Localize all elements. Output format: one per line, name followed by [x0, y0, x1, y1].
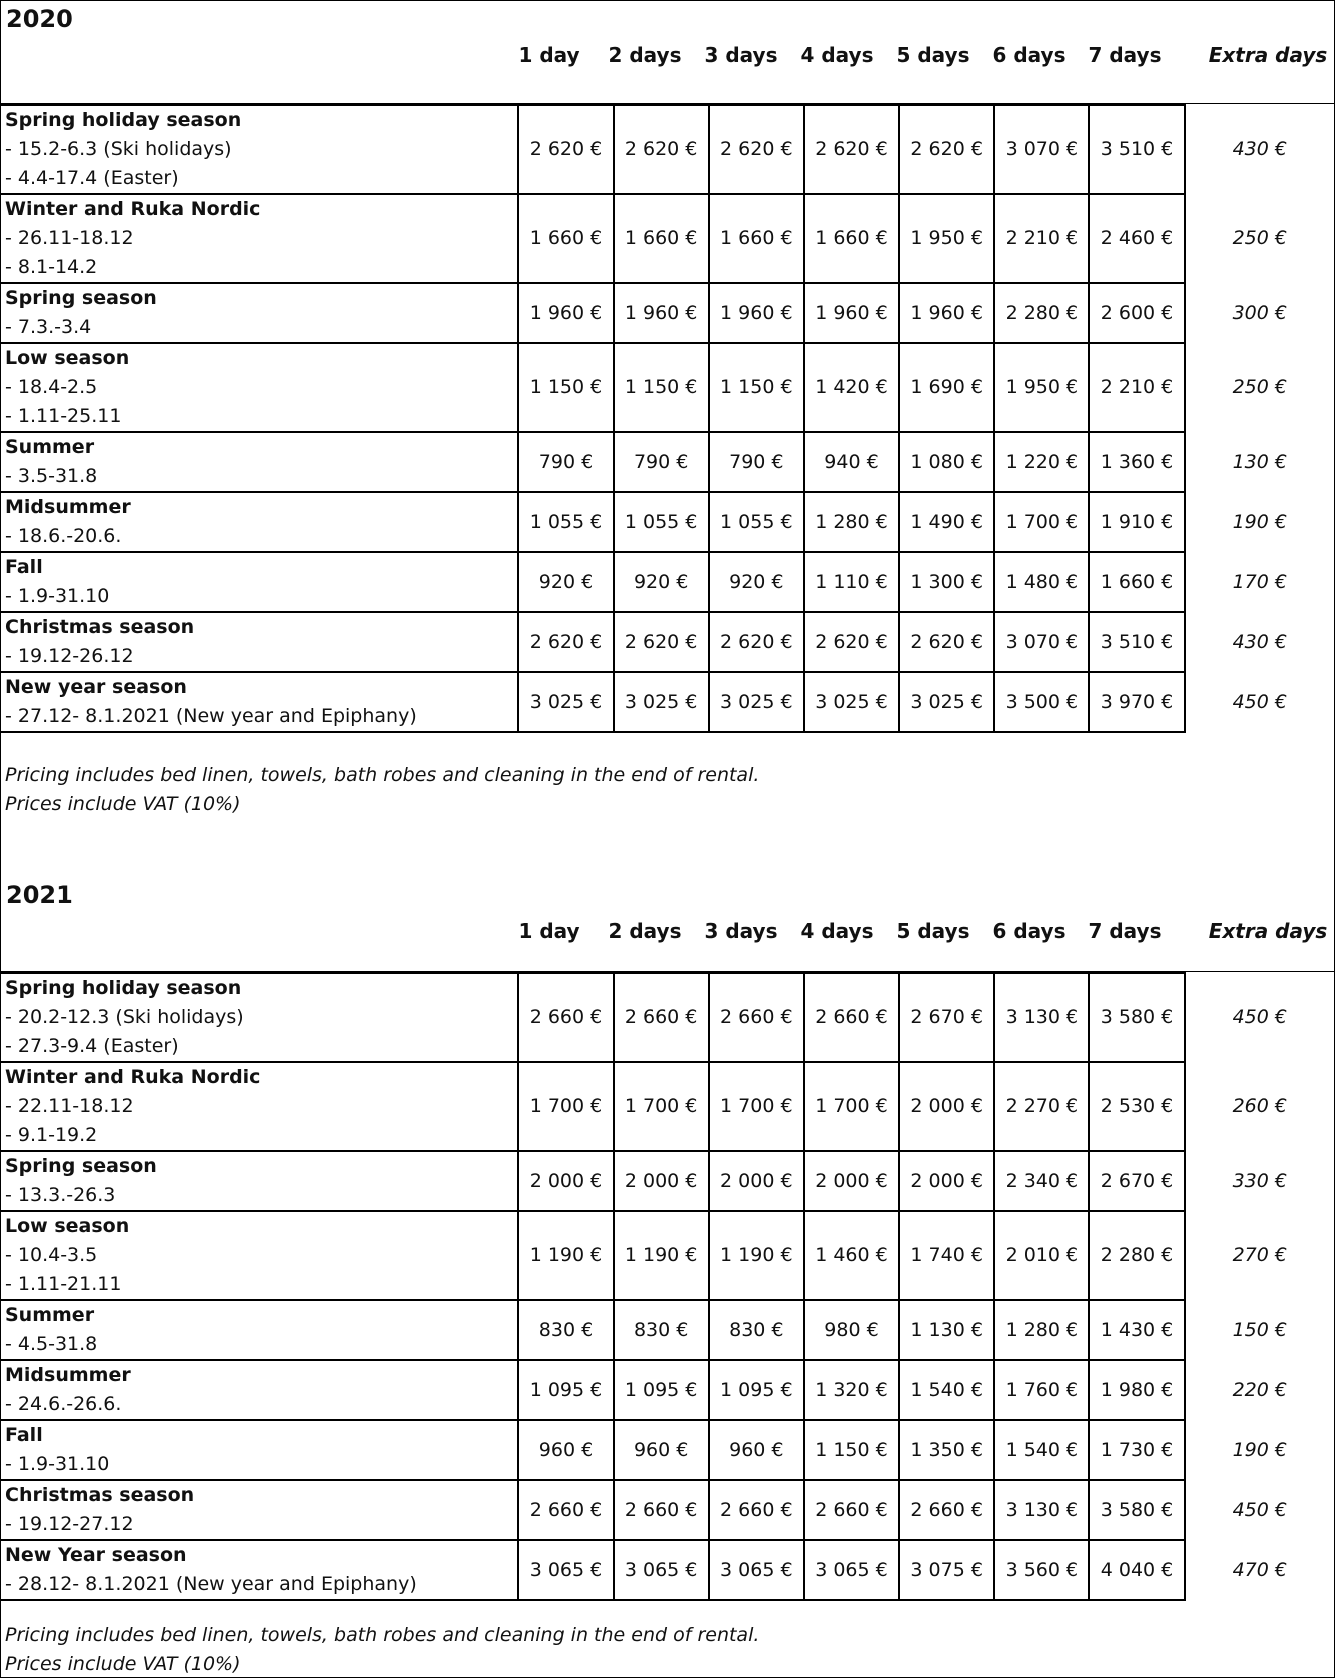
price-cell: 1 540 €	[994, 1420, 1089, 1480]
price-cell: 1 080 €	[899, 432, 994, 492]
column-header-1-day: 1 day	[518, 919, 580, 943]
season-dates: - 4.4-17.4 (Easter)	[5, 167, 179, 189]
price-cell: 1 950 €	[899, 194, 994, 283]
season-name: Low season	[5, 1215, 130, 1237]
table-row	[1, 492, 1334, 552]
season-dates: - 10.4-3.5	[5, 1244, 98, 1266]
price-cell: 3 130 €	[994, 973, 1089, 1062]
price-cell: 1 055 €	[614, 492, 709, 552]
price-cell: 3 070 €	[994, 105, 1089, 194]
price-cell: 2 620 €	[804, 105, 899, 194]
note-included: Pricing includes bed linen, towels, bath robes and cleaning in the end of rental.	[5, 764, 760, 786]
price-cell: 2 670 €	[899, 973, 994, 1062]
price-cell: 3 510 €	[1089, 612, 1184, 672]
price-cell: 1 700 €	[994, 492, 1089, 552]
season-dates: - 18.4-2.5	[5, 376, 98, 398]
table-row	[1, 194, 1334, 283]
price-cell: 1 690 €	[899, 343, 994, 432]
pricing-notes	[5, 1621, 759, 1679]
season-dates: - 13.3.-26.3	[5, 1184, 116, 1206]
price-cell: 1 320 €	[804, 1360, 899, 1420]
price-cell: 1 055 €	[518, 492, 613, 552]
season-dates: - 24.6.-26.6.	[5, 1393, 122, 1415]
season-name: Spring season	[5, 1155, 157, 1177]
column-header-7-days: 7 days	[1088, 919, 1162, 943]
price-cell: 2 280 €	[994, 283, 1089, 343]
table-row	[1, 283, 1334, 343]
price-cell: 1 190 €	[518, 1211, 613, 1300]
price-cell: 3 580 €	[1089, 973, 1184, 1062]
season-cell	[1, 492, 518, 552]
price-cell: 1 700 €	[614, 1062, 709, 1151]
price-cell: 2 620 €	[518, 612, 613, 672]
season-name: Christmas season	[5, 1484, 195, 1506]
extra-day-price: 190 €	[1232, 510, 1287, 533]
price-cell: 3 065 €	[804, 1540, 899, 1600]
price-cell: 790 €	[709, 432, 804, 492]
season-dates: - 4.5-31.8	[5, 1333, 98, 1355]
price-cell: 1 095 €	[614, 1360, 709, 1420]
price-cell: 2 620 €	[614, 105, 709, 194]
season-dates: - 19.12-26.12	[5, 645, 134, 667]
season-cell	[1, 672, 518, 732]
price-cell: 1 150 €	[804, 1420, 899, 1480]
price-cell: 960 €	[614, 1420, 709, 1480]
season-name: Spring holiday season	[5, 977, 242, 999]
price-cell: 920 €	[518, 552, 613, 612]
price-cell: 1 960 €	[614, 283, 709, 343]
extra-day-price: 450 €	[1232, 690, 1287, 713]
table-row	[1, 612, 1334, 672]
season-dates: - 27.3-9.4 (Easter)	[5, 1035, 179, 1057]
price-cell: 2 620 €	[899, 105, 994, 194]
price-cell: 1 700 €	[518, 1062, 613, 1151]
table-row	[1, 343, 1334, 432]
season-name: New year season	[5, 676, 187, 698]
season-dates: - 3.5-31.8	[5, 465, 98, 487]
price-cell: 2 010 €	[994, 1211, 1089, 1300]
season-dates: - 28.12- 8.1.2021 (New year and Epiphany)	[5, 1573, 417, 1595]
price-cell: 1 420 €	[804, 343, 899, 432]
table-row	[1, 1062, 1334, 1151]
table-row	[1, 1151, 1334, 1211]
season-name: Winter and Ruka Nordic	[5, 1066, 261, 1088]
price-cell: 1 660 €	[804, 194, 899, 283]
extra-day-price: 130 €	[1232, 450, 1287, 473]
price-cell: 960 €	[518, 1420, 613, 1480]
price-cell: 2 000 €	[709, 1151, 804, 1211]
price-cell: 2 620 €	[709, 105, 804, 194]
price-cell: 2 000 €	[518, 1151, 613, 1211]
price-cell: 2 620 €	[518, 105, 613, 194]
column-header-5-days: 5 days	[896, 43, 970, 67]
price-cell: 2 660 €	[709, 973, 804, 1062]
price-cell: 3 065 €	[518, 1540, 613, 1600]
season-dates: - 1.11-21.11	[5, 1273, 122, 1295]
column-header-7-days: 7 days	[1088, 43, 1162, 67]
season-name: Fall	[5, 1424, 43, 1446]
price-cell: 2 660 €	[804, 1480, 899, 1540]
extra-day-price: 250 €	[1232, 227, 1287, 249]
price-cell: 1 150 €	[614, 343, 709, 432]
table-row	[1, 432, 1334, 492]
season-cell	[1, 552, 518, 612]
column-header-2-days: 2 days	[608, 919, 682, 943]
column-header-2-days: 2 days	[608, 43, 682, 67]
price-cell: 920 €	[709, 552, 804, 612]
price-cell: 1 460 €	[804, 1211, 899, 1300]
price-cell: 3 075 €	[899, 1540, 994, 1600]
season-cell	[1, 1300, 518, 1360]
column-header-5-days: 5 days	[896, 919, 970, 943]
price-cell: 1 055 €	[709, 492, 804, 552]
season-dates: - 1.11-25.11	[5, 405, 122, 427]
price-cell: 3 130 €	[994, 1480, 1089, 1540]
column-header-6-days: 6 days	[992, 919, 1066, 943]
season-dates: - 22.11-18.12	[5, 1095, 134, 1117]
price-cell: 2 660 €	[709, 1480, 804, 1540]
table-row	[1, 105, 1334, 194]
season-cell	[1, 1540, 518, 1600]
season-dates: - 18.6.-20.6.	[5, 525, 122, 547]
price-cell: 3 580 €	[1089, 1480, 1184, 1540]
season-dates: - 15.2-6.3 (Ski holidays)	[5, 138, 232, 160]
extra-day-price: 330 €	[1232, 1169, 1287, 1192]
season-cell	[1, 1151, 518, 1211]
price-cell: 1 360 €	[1089, 432, 1184, 492]
season-name: Spring season	[5, 287, 157, 309]
column-header-4-days: 4 days	[800, 919, 874, 943]
price-cell: 2 340 €	[994, 1151, 1089, 1211]
season-dates: - 19.12-27.12	[5, 1513, 134, 1535]
price-cell: 1 110 €	[804, 552, 899, 612]
price-cell: 3 070 €	[994, 612, 1089, 672]
extra-day-price: 150 €	[1232, 1318, 1287, 1341]
extra-day-price: 430 €	[1232, 138, 1287, 160]
price-cell: 2 460 €	[1089, 194, 1184, 283]
price-cell: 1 350 €	[899, 1420, 994, 1480]
extra-day-price: 450 €	[1232, 1498, 1287, 1521]
extra-day-price: 270 €	[1232, 1244, 1287, 1266]
note-vat: Prices include VAT (10%)	[5, 793, 241, 815]
price-cell: 1 430 €	[1089, 1300, 1184, 1360]
table-row	[1, 552, 1334, 612]
price-cell: 1 490 €	[899, 492, 994, 552]
price-cell: 1 960 €	[804, 283, 899, 343]
price-cell: 2 600 €	[1089, 283, 1184, 343]
season-cell	[1, 343, 518, 432]
season-cell	[1, 1420, 518, 1480]
price-cell: 3 970 €	[1089, 672, 1184, 732]
price-cell: 3 025 €	[804, 672, 899, 732]
price-cell: 1 960 €	[518, 283, 613, 343]
season-name: Midsummer	[5, 496, 131, 518]
table-row	[1, 1540, 1334, 1600]
column-header-1-day: 1 day	[518, 43, 580, 67]
price-cell: 2 000 €	[614, 1151, 709, 1211]
price-cell: 2 620 €	[709, 612, 804, 672]
price-cell: 1 660 €	[614, 194, 709, 283]
price-cell: 2 210 €	[1089, 343, 1184, 432]
price-cell: 1 300 €	[899, 552, 994, 612]
price-cell: 1 480 €	[994, 552, 1089, 612]
price-cell: 1 540 €	[899, 1360, 994, 1420]
extra-day-price: 470 €	[1232, 1558, 1287, 1581]
column-header-6-days: 6 days	[992, 43, 1066, 67]
season-cell	[1, 973, 518, 1062]
extra-day-price: 250 €	[1232, 376, 1287, 398]
season-name: Fall	[5, 556, 43, 578]
extra-day-price: 220 €	[1232, 1378, 1287, 1401]
season-cell	[1, 194, 518, 283]
price-cell: 1 130 €	[899, 1300, 994, 1360]
table-row	[1, 1360, 1334, 1420]
season-name: Summer	[5, 436, 95, 458]
season-dates: - 8.1-14.2	[5, 256, 98, 278]
price-cell: 3 025 €	[899, 672, 994, 732]
price-cell: 830 €	[518, 1300, 613, 1360]
price-cell: 3 500 €	[994, 672, 1089, 732]
column-header-row	[1, 41, 1334, 69]
season-dates: - 20.2-12.3 (Ski holidays)	[5, 1006, 244, 1028]
price-cell: 2 660 €	[614, 1480, 709, 1540]
price-cell: 3 065 €	[709, 1540, 804, 1600]
price-cell: 1 190 €	[614, 1211, 709, 1300]
extra-day-price: 170 €	[1232, 570, 1287, 593]
price-cell: 960 €	[709, 1420, 804, 1480]
season-cell	[1, 105, 518, 194]
price-cell: 1 700 €	[709, 1062, 804, 1151]
table-row	[1, 973, 1334, 1062]
season-dates: - 9.1-19.2	[5, 1124, 98, 1146]
season-name: Winter and Ruka Nordic	[5, 198, 261, 220]
price-cell: 830 €	[709, 1300, 804, 1360]
price-cell: 1 740 €	[899, 1211, 994, 1300]
price-cell: 1 910 €	[1089, 492, 1184, 552]
price-cell: 3 510 €	[1089, 105, 1184, 194]
price-table-2021	[1, 972, 1334, 1601]
price-cell: 2 660 €	[518, 1480, 613, 1540]
price-cell: 1 960 €	[709, 283, 804, 343]
year-heading: 2020	[6, 5, 73, 33]
price-cell: 2 660 €	[804, 973, 899, 1062]
season-dates: - 27.12- 8.1.2021 (New year and Epiphany)	[5, 705, 417, 727]
price-cell: 3 065 €	[614, 1540, 709, 1600]
price-cell: 2 620 €	[899, 612, 994, 672]
season-cell	[1, 1480, 518, 1540]
season-cell	[1, 612, 518, 672]
price-cell: 3 560 €	[994, 1540, 1089, 1600]
season-cell	[1, 1360, 518, 1420]
season-cell	[1, 1062, 518, 1151]
extra-day-price: 190 €	[1232, 1438, 1287, 1461]
extra-day-price: 300 €	[1232, 301, 1287, 324]
table-row	[1, 1211, 1334, 1300]
table-row	[1, 672, 1334, 732]
price-cell: 2 660 €	[518, 973, 613, 1062]
price-table-2020	[1, 104, 1334, 733]
season-name: Summer	[5, 1304, 95, 1326]
season-name: Spring holiday season	[5, 109, 242, 131]
price-cell: 3 025 €	[709, 672, 804, 732]
price-cell: 920 €	[614, 552, 709, 612]
price-cell: 790 €	[518, 432, 613, 492]
price-cell: 3 025 €	[614, 672, 709, 732]
price-cell: 1 950 €	[994, 343, 1089, 432]
price-cell: 2 270 €	[994, 1062, 1089, 1151]
year-heading: 2021	[6, 881, 73, 909]
price-cell: 1 980 €	[1089, 1360, 1184, 1420]
season-name: Christmas season	[5, 616, 195, 638]
price-cell: 1 190 €	[709, 1211, 804, 1300]
season-cell	[1, 1211, 518, 1300]
price-cell: 1 730 €	[1089, 1420, 1184, 1480]
season-name: New Year season	[5, 1544, 187, 1566]
table-row	[1, 1480, 1334, 1540]
price-cell: 2 530 €	[1089, 1062, 1184, 1151]
price-cell: 2 210 €	[994, 194, 1089, 283]
price-cell: 2 620 €	[804, 612, 899, 672]
price-cell: 2 280 €	[1089, 1211, 1184, 1300]
price-cell: 1 660 €	[518, 194, 613, 283]
price-cell: 1 660 €	[709, 194, 804, 283]
price-cell: 2 620 €	[614, 612, 709, 672]
season-name: Midsummer	[5, 1364, 131, 1386]
season-dates: - 26.11-18.12	[5, 227, 134, 249]
column-header-extra-days: Extra days	[1208, 919, 1328, 943]
price-cell: 1 280 €	[994, 1300, 1089, 1360]
price-cell: 1 280 €	[804, 492, 899, 552]
price-cell: 830 €	[614, 1300, 709, 1360]
price-cell: 1 760 €	[994, 1360, 1089, 1420]
price-cell: 4 040 €	[1089, 1540, 1184, 1600]
price-cell: 980 €	[804, 1300, 899, 1360]
price-cell: 1 960 €	[899, 283, 994, 343]
extra-day-price: 430 €	[1232, 630, 1287, 653]
price-cell: 2 660 €	[899, 1480, 994, 1540]
column-header-4-days: 4 days	[800, 43, 874, 67]
price-cell: 1 150 €	[518, 343, 613, 432]
season-dates: - 1.9-31.10	[5, 1453, 110, 1475]
price-cell: 2 000 €	[899, 1151, 994, 1211]
price-cell: 2 670 €	[1089, 1151, 1184, 1211]
note-vat: Prices include VAT (10%)	[5, 1653, 241, 1675]
price-cell: 2 660 €	[614, 973, 709, 1062]
price-cell: 2 000 €	[899, 1062, 994, 1151]
column-header-3-days: 3 days	[704, 43, 778, 67]
price-cell: 940 €	[804, 432, 899, 492]
note-included: Pricing includes bed linen, towels, bath robes and cleaning in the end of rental.	[5, 1624, 760, 1646]
price-cell: 1 220 €	[994, 432, 1089, 492]
column-header-row	[1, 917, 1334, 945]
column-header-3-days: 3 days	[704, 919, 778, 943]
column-header-extra-days: Extra days	[1208, 43, 1328, 67]
table-row	[1, 1300, 1334, 1360]
price-cell: 1 095 €	[518, 1360, 613, 1420]
price-cell: 3 025 €	[518, 672, 613, 732]
extra-day-price: 260 €	[1232, 1095, 1287, 1117]
season-name: Low season	[5, 347, 130, 369]
season-cell	[1, 283, 518, 343]
season-dates: - 1.9-31.10	[5, 585, 110, 607]
price-cell: 1 095 €	[709, 1360, 804, 1420]
price-cell: 1 660 €	[1089, 552, 1184, 612]
season-cell	[1, 432, 518, 492]
price-cell: 790 €	[614, 432, 709, 492]
extra-day-price: 450 €	[1232, 1006, 1287, 1028]
season-dates: - 7.3.-3.4	[5, 316, 92, 338]
price-cell: 1 700 €	[804, 1062, 899, 1151]
pricing-notes	[5, 761, 759, 819]
table-row	[1, 1420, 1334, 1480]
price-cell: 2 000 €	[804, 1151, 899, 1211]
price-cell: 1 150 €	[709, 343, 804, 432]
